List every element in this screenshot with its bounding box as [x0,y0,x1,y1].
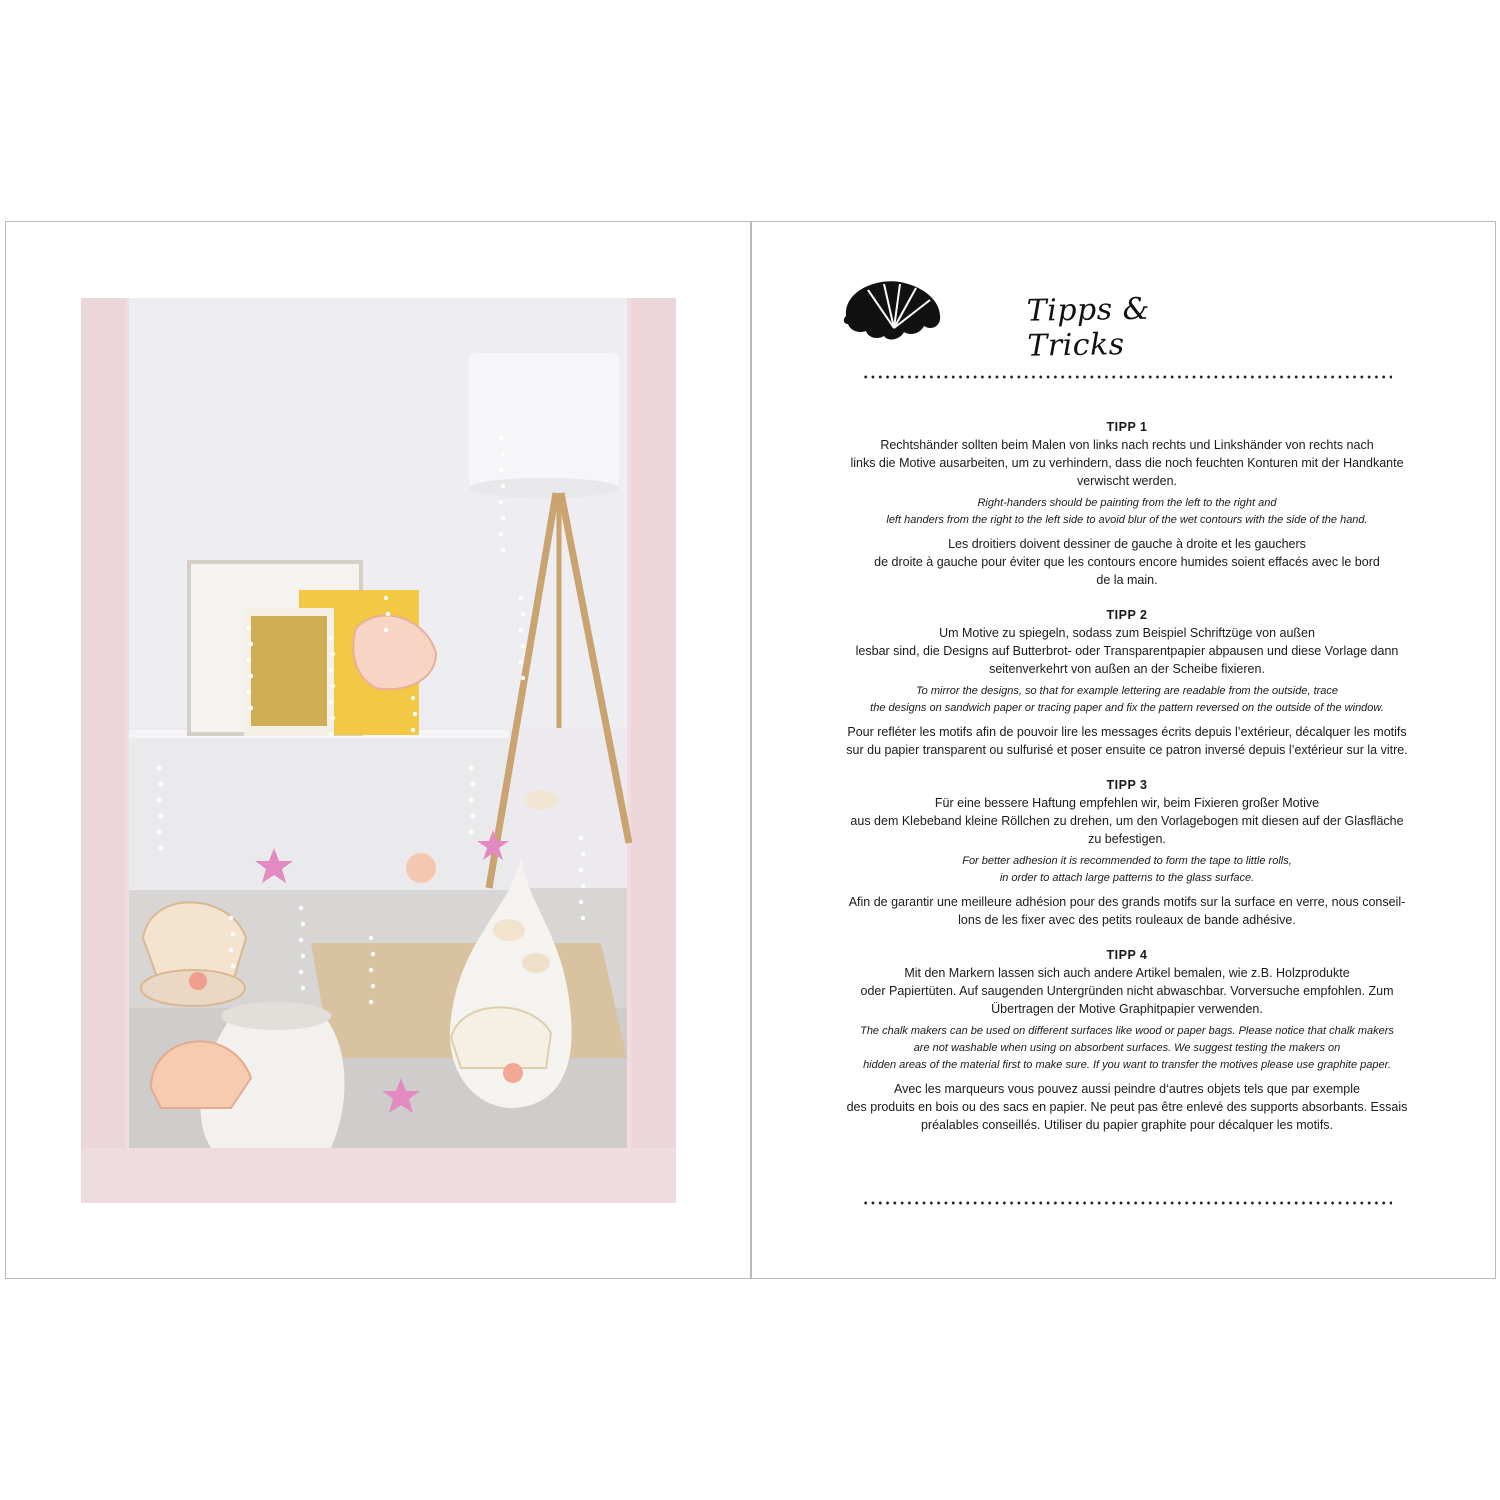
tip-text-french: Avec les marqueurs vous pouvez aussi peindre d‘autres objets tels que par exemple des produits en bois ou des sacs en papier. Ne peut pas être enlevé des supports absorbants. Essais préalables conseillés. Utiliser du papier graphite pour décalquer les motifs. [846,1082,1408,1132]
tip-text-english: The chalk makers can be used on different surfaces like wood or paper bags. Please notice that chalk makers are not washable when using on absorbent surfaces. We suggest testing the makers on hidden areas of the material first to make sure. If you want to transfer the motives please use graphite paper. [860,1025,1394,1071]
dotted-divider-bottom [862,1201,1392,1205]
tip-text-french: Les droitiers doivent dessiner de gauche à droite et les gauchers de droite à gauche pour éviter que les contours encore humides soient effacés avec le bord de la main. [874,537,1380,587]
tip-text-french: Pour refléter les motifs afin de pouvoir lire les messages écrits depuis l’extérieur, décalquer les motifs sur du papier transparent ou sulfurisé et poser ensuite ce patron inversé depuis l’extérieur sur la vitre. [846,725,1408,757]
scallop-shell-icon [838,276,950,342]
dotted-divider-top [862,375,1392,379]
tips-page [752,222,1496,1278]
tip-4 [812,947,1442,1134]
window-photo [81,298,676,1203]
tip-heading: TIPP 1 [1106,420,1148,434]
tip-text-french: Afin de garantir une meilleure adhésion pour des grands motifs sur la surface en verre, nous conseil- lons de les fixer avec des petits rouleaux de bande adhésive. [848,895,1406,927]
tip-heading: TIPP 4 [1106,948,1148,962]
tip-3 [812,777,1442,929]
tip-2 [812,607,1442,759]
book-spread [5,221,1496,1279]
tip-text-german: Mit den Markern lassen sich auch andere Artikel bemalen, wie z.B. Holzprodukte oder Papiertüten. Auf saugenden Untergründen nicht abwaschbar. Vorversuche empfohlen. Zum Übertragen der Motive Graphitpapier verwenden. [860,966,1394,1016]
page-title: Tipps & Tricks [1026,291,1151,364]
tip-text-german: Für eine bessere Haftung empfehlen wir, beim Fixieren großer Motive aus dem Klebeband kleine Röllchen zu drehen, um den Vorlagebogen mit diesen auf der Glasfläche zu befestigen. [850,796,1404,846]
tip-text-german: Rechtshänder sollten beim Malen von links nach rechts und Linkshänder von rechts nach links die Motive ausarbeiten, um zu verhindern, dass die noch feuchten Konturen mit der Handkante verwischt werden. [850,438,1404,488]
tip-text-english: For better adhesion it is recommended to form the tape to little rolls, in order to attach large patterns to the glass surface. [962,855,1292,884]
tip-heading: TIPP 3 [1106,778,1148,792]
tip-text-english: Right-handers should be painting from the left to the right and left handers from the right to the left side to avoid blur of the wet contours with the side of the hand. [886,497,1368,526]
tip-1 [812,419,1442,589]
tip-text-german: Um Motive zu spiegeln, sodass zum Beispiel Schriftzüge von außen lesbar sind, die Designs auf Butterbrot- oder Transparentpapier abpausen und diese Vorlage dann seitenverkehrt von außen an der Scheibe fixieren. [855,626,1399,676]
tip-text-english: To mirror the designs, so that for example lettering are readable from the outside, trace the designs on sandwich paper or tracing paper and fix the pattern reversed on the outside of the window. [870,685,1384,714]
tips-list [812,419,1442,1152]
tip-heading: TIPP 2 [1106,608,1148,622]
